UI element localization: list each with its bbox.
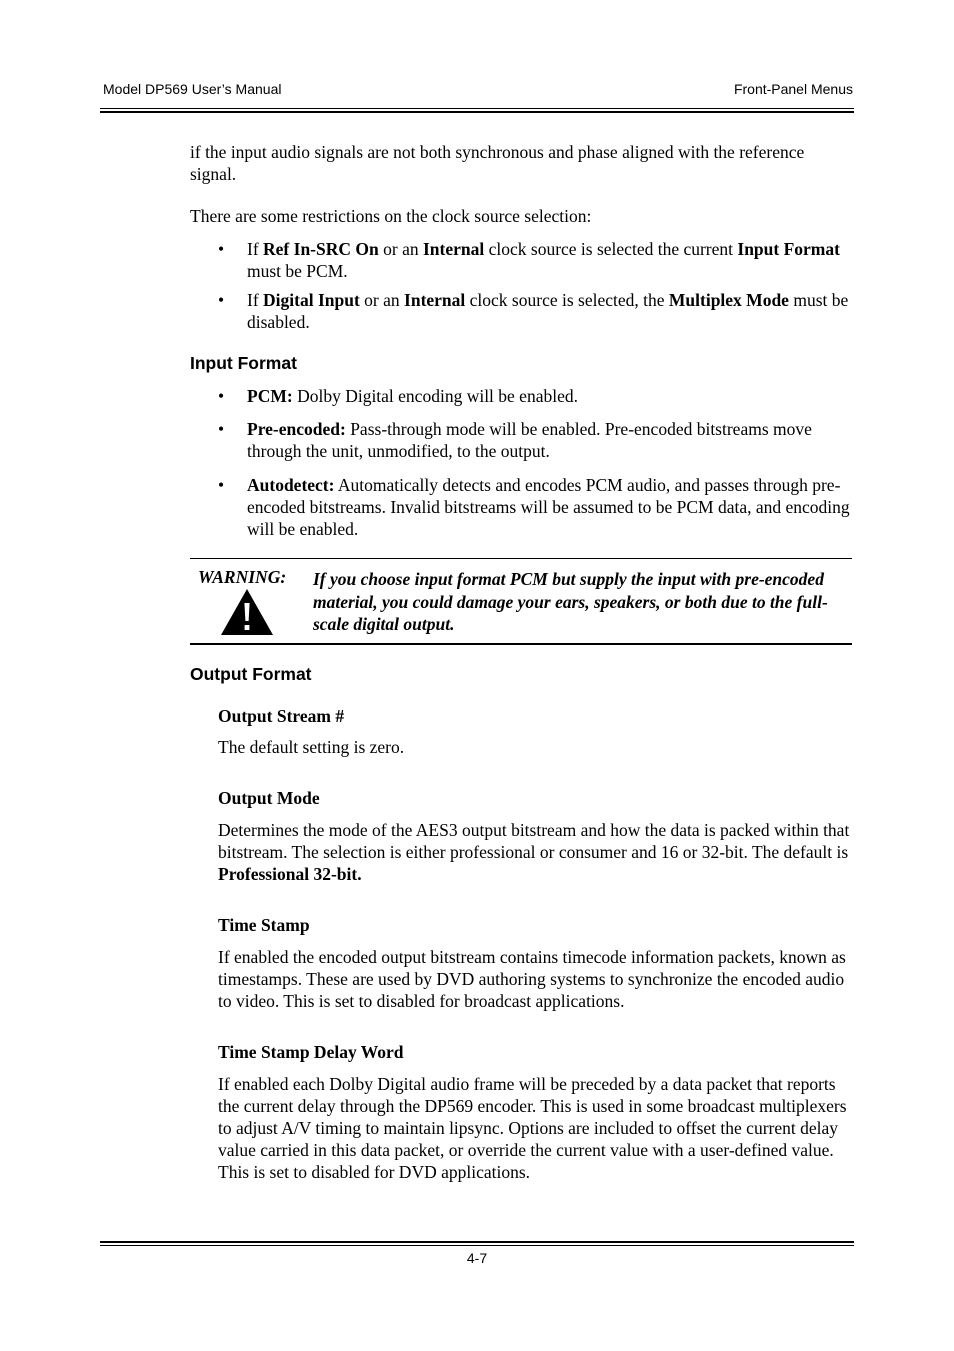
warning-label: WARNING: (198, 567, 287, 587)
output-stream-title: Output Stream # (218, 706, 345, 726)
output-mode-text: Determines the mode of the AES3 output bitstream and how the data is packed within that bitstream. The selection is either professional or consumer and 16 or 32-bit. The default is Professional 32-bit. (218, 820, 850, 884)
list-item: • Autodetect: Automatically detects and encodes PCM audio, and passes through pre-encoded bitstreams. Invalid bitstreams will be assumed to be PCM data, and encoding will be enabled. (218, 475, 850, 539)
header-rule-thick (100, 111, 854, 113)
list-item: • If Ref In-SRC On or an Internal clock source is selected the current Input Format must be PCM. (218, 239, 840, 281)
header-rule (100, 108, 854, 109)
warning-text: If you choose input format PCM but supply the input with pre-encoded material, you could damage your ears, speakers, or both due to the full-scale digital output. (313, 569, 828, 634)
header-manual-title: Model DP569 User’s Manual (103, 81, 282, 97)
restrictions-list (218, 238, 854, 333)
time-stamp-delay-title: Time Stamp Delay Word (218, 1042, 404, 1062)
bullet-icon: • (218, 386, 225, 406)
warning-triangle-icon (219, 587, 275, 637)
header-section-title: Front-Panel Menus (733, 81, 853, 97)
intro-paragraph: if the input audio signals are not both synchronous and phase aligned with the reference signal. (190, 142, 805, 184)
page-number: 4-7 (466, 1250, 488, 1266)
output-stream-text: The default setting is zero. (218, 737, 405, 757)
time-stamp-title: Time Stamp (218, 915, 310, 935)
bullet-icon: • (218, 239, 225, 259)
restrictions-intro: There are some restrictions on the clock source selection: (190, 206, 592, 226)
list-item: • PCM: Dolby Digital encoding will be enabled. (218, 386, 578, 406)
input-format-heading: Input Format (190, 353, 297, 373)
footer-rule-thick (100, 1241, 854, 1243)
output-mode-title: Output Mode (218, 788, 320, 808)
bullet-icon: • (218, 475, 225, 495)
list-item: • If Digital Input or an Internal clock source is selected, the Multiplex Mode must be disabled. (218, 290, 849, 332)
time-stamp-delay-text: If enabled each Dolby Digital audio frame will be preceded by a data packet that reports the current delay through the DP569 encoder. This is used in some broadcast multiplexers to adjust A/V timing to maintain lipsync. Options are included to offset the current delay value carried in this data packet, or override the current value with a user-defined value. This is set to disabled for DVD applications. (218, 1074, 847, 1182)
bullet-icon: • (218, 290, 225, 310)
output-format-heading: Output Format (190, 664, 312, 684)
bullet-icon: • (218, 419, 225, 439)
footer-rule (100, 1245, 854, 1246)
input-format-list (218, 385, 854, 540)
time-stamp-text: If enabled the encoded output bitstream contains timecode information packets, known as timestamps. These are used by DVD authoring systems to synchronize the encoded audio to video. This is set to disabled for broadcast applications. (218, 947, 846, 1011)
list-item: • Pre-encoded: Pass-through mode will be enabled. Pre-encoded bitstreams move through the unit, unmodified, to the output. (218, 419, 812, 461)
